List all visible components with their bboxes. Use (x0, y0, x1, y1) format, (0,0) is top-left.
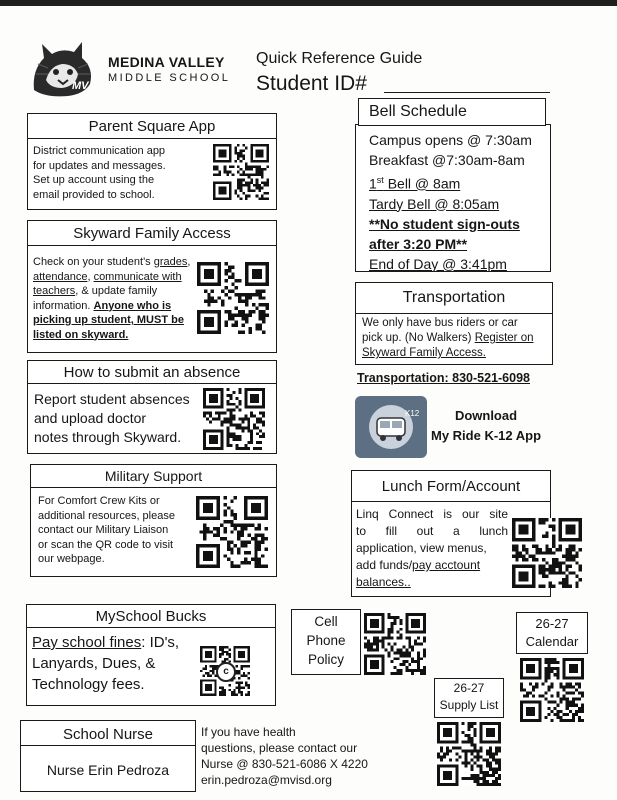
logo-initials: MV (72, 80, 89, 92)
bus-app-icon[interactable] (355, 396, 427, 458)
skyward-heading: Skyward Family Access (27, 220, 277, 246)
qr-code-icon[interactable] (196, 496, 268, 568)
absence-heading: How to submit an absence (27, 360, 277, 384)
parent-square-text: District communication app for updates and messages. Set up account using the email provided to school. (33, 145, 166, 201)
nurse-text: If you have health questions, please contact our Nurse @ 830-521-6086 X 4220 erin.pedroza@mvisd.org (201, 725, 368, 787)
top-scan-edge (0, 0, 617, 6)
download-text: Download My Ride K-12 App (430, 408, 542, 443)
qr-code-icon[interactable] (437, 722, 501, 786)
qr-code-icon[interactable] (213, 144, 269, 200)
qr-code-icon[interactable] (512, 518, 582, 588)
guide-title: Quick Reference Guide (256, 50, 423, 67)
parent-square-heading: Parent Square App (27, 113, 277, 139)
absence-text: Report student absences and upload doctor notes through Skyward. (34, 391, 190, 445)
transport-text: We only have bus riders or car pick up. (No Walkers) Register on Skyward Family Access. (362, 317, 534, 359)
bell-heading: Bell Schedule (358, 98, 546, 126)
cell-text: Cell Phone Policy (306, 614, 346, 667)
bell-text: Campus opens @ 7:30am Breakfast @7:30am-8am 1st Bell @ 8am Tardy Bell @ 8:05am **No student sign-outs after 3:20 PM** End of Day @ 3:41pm (369, 132, 532, 272)
qr-code-icon[interactable] (203, 388, 265, 450)
transport-heading: Transportation (355, 282, 553, 314)
student-id-label: Student ID# (256, 72, 367, 95)
svg-text:K12: K12 (405, 409, 420, 418)
qr-code-icon[interactable] (364, 613, 426, 675)
myschool-text: Pay school fines: ID's, Lanyards, Dues, & Technology fees. (32, 634, 180, 693)
qr-code-icon[interactable] (520, 658, 584, 722)
lunch-text: Linq Connect is our site to fill out a lunch application, view menus, add funds/pay acctount balances.. (356, 507, 508, 589)
transport-phone[interactable]: Transportation: 830-521-6098 (357, 371, 530, 385)
skyward-text: Check on your student's grades, attendance, communicate with teachers, & update family information. Anyone who is picking up student, MUST be listed on skyward. (33, 256, 191, 341)
military-text: For Comfort Crew Kits or additional resources, please contact our Military Liaison or scan the QR code to visit our webpage. (38, 495, 175, 565)
school-subname: MIDDLE SCHOOL (108, 72, 231, 84)
lunch-heading: Lunch Form/Account (351, 470, 551, 502)
c-badge-icon: c (216, 662, 236, 682)
nurse-heading: School Nurse (62, 726, 154, 743)
student-id-line (384, 92, 550, 93)
nurse-divider (20, 745, 196, 746)
calendar-text: 26-27 Calendar (525, 616, 579, 649)
qr-code-icon[interactable] (197, 262, 269, 334)
myschool-heading: MySchool Bucks (26, 604, 276, 628)
supply-text: 26-27 Supply List (439, 681, 499, 712)
nurse-name: Nurse Erin Pedroza (46, 762, 170, 778)
school-name: MEDINA VALLEY (108, 54, 225, 70)
lynx-logo-icon (28, 40, 104, 98)
military-heading: Military Support (30, 464, 277, 488)
